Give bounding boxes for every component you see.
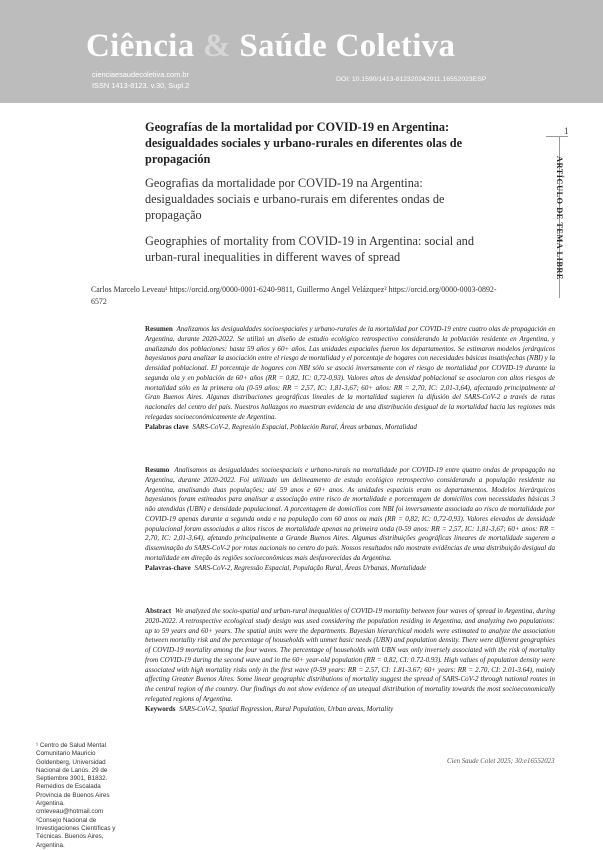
abstract-label: Abstract <box>145 607 172 615</box>
affiliation-2: ²Consejo Nacional de Investigaciones Científicas y Técnicas. Buenos Aires, Argentina. <box>36 816 116 849</box>
keywords-text: SARS-CoV-2, Regressão Espacial, População Rural, Áreas Urbanas, Mortalidade <box>194 563 427 572</box>
page-number: 1 <box>564 126 569 136</box>
journal-title: Ciência & Saúde Coletiva <box>86 28 456 64</box>
journal-header <box>0 0 603 103</box>
abstract-text: Analizamos las desigualdades socioespaciales y urbano-rurales de la mortalidad por COVID-19 entre cuatro olas de propagación en Argentina, durante 2020-2022. Se utilizó un diseño de estudio ecológico retrospectivo considerando la población residente en Argentina, y analizando dos poblaciones: hasta 59 años y 60+ años. Las unidades espaciales fueron los departamentos. Se estimaron modelos jerárquicos bayesianos para analizar la asociación entre el riesgo de mortalidad y el porcentaje de hogares con necesidades básicas insatisfechas (NBI) y la densidad poblacional. El porcentaje de hogares con NBI sólo se asoció inversamente con el riesgo de mortalidad por COVID-19 durante la segunda ola y en población de 60+ años (RR = 0,82, IC: 0,72-0,93). Valores altos de densidad poblacional se asociaron con altos riesgos de mortalidad sólo en la primera ola (0-59 años: RR = 2,57, IC: 1,81-3,67; 60+ años: RR = 2,70, IC: 2,01-3,64), afectando principalmente al Gran Buenos Aires. Algunas distribuciones geográficas lineales de la mortalidad sugieren la difusión del SARS-CoV-2 a través de rutas nacionales del centro del país. Nuestros hallazgos no muestran evidencia de una distribución desigual de la mortalidad hacia las regiones más relegadas socioeconómicamente de Argentina. <box>145 325 555 421</box>
doi: DOI: 10.1590/1413-812320242911.16552023ESP <box>336 76 487 83</box>
keywords <box>145 564 555 574</box>
abstract-english <box>145 607 555 714</box>
keywords-label: Palabras clave <box>145 422 189 431</box>
footer-citation: Cien Saude Colet 2025; 30:e16552023 <box>447 758 555 765</box>
abstract-text: We analyzed the socio-spatial and urban-rural inequalities of COVID-19 mortality between four waves of spread in Argentina, during 2020-2022. A retrospective ecological study design was used considering the population residing in Argentina, and analyzing two populations: up to 59 years and 60+ years. The spatial units were the departments. Bayesian hierarchical models were estimated to analyze the association between mortality risk and the percentage of households with unmet basic needs (UBN) and population density. There were different geographies of COVID-19 mortality among the four waves. The percentage of households with UBN was only inversely associated with the risk of mortality from COVID-19 during the second wave and in the 60+ year-old population (RR = 0.82, CI: 0.72-0.93). High values of population density were associated with high mortality risks only in the first wave (0-59 years: RR = 2.57, CI: 1.81-3.67; 60+ years: RR = 2.70, CI: 2.01-3.64), mainly affecting Greater Buenos Aires. Some linear geographic distributions of mortality suggest the spread of SARS-CoV-2 through national routes in the central region of the country. Our findings do not show evidence of an unequal distribution of mortality towards the most socioeconomically relegated regions of Argentina. <box>145 607 555 703</box>
journal-meta <box>92 69 189 91</box>
title-portuguese: Geografias da mortalidade por COVID-19 na Argentina: desigualdades sociais e urbano-rurais em diferentes ondas de propagação <box>145 176 445 222</box>
keywords-text: SARS-CoV-2, Spatial Regression, Rural Population, Urban areas, Mortality <box>179 704 394 713</box>
affiliation-1: ¹ Centro de Salud Mental Comunitario Mauricio Goldenberg, Universidad Nacional de Lanús. 29 de Septiembre 3901, B1832. Remedios de Escalada Provincia de Buenos Aires Argentina. cmleveau@hotmail.com <box>36 742 110 816</box>
keywords-label: Palavras-chave <box>145 563 191 572</box>
title-english: Geographies of mortality from COVID-19 in Argentina: social and urban-rural inequalities in different waves of spread <box>145 234 474 264</box>
authors: Carlos Marcelo Leveau¹ https://orcid.org/0000-0001-6240-9811, Guillermo Angel Velázquez² https://orcid.org/0000-0003-0892-6572 <box>91 285 497 306</box>
keywords-label: Keywords <box>145 704 176 713</box>
abstract-label: Resumo <box>145 466 170 474</box>
section-label: ARTÍCULO DE TEMA LIBRE <box>555 156 564 280</box>
keywords <box>145 423 555 433</box>
abstract-text: Analisamos as desigualdades socioespaciais e urbano-rurais na mortalidade por COVID-19 entre quatro ondas de propagação na Argentina, durante 2020-2022. Foi utilizado um delineamento de estudo ecológico retrospectivo considerando a população residente na Argentina, analisando duas populações; até 59 anos e 60+ anos. As unidades espaciais eram os departamentos. Modelos hierárquicos bayesianos foram estimados para analisar a associação entre risco de mortalidade e porcentagem de domicílios com necessidades básicas 3 não atendidas (UBN) e densidade populacional. A porcentagem de domicílios com NBI foi inversamente associada ao risco de mortalidade por COVID-19 apenas durante a segunda onda e na população com 60 anos ou mais (RR = 0,82, IC: 0,72-0,93). Valores elevados de densidade populacional foram associados a altos riscos de mortalidade apenas na primeira onda (0-59 anos: RR = 2,57, IC: 1,81-3,67; 60+ anos: RR = 2,70, IC: 2,01-3,64), afetando principalmente a Grande Buenos Aires. Algumas distribuições geográficas lineares de mortalidade sugerem a disseminação do SARS-CoV-2 por rotas nacionais no centro do país. Nossos resultados não mostram evidências de uma distribuição desigual da mortalidade em direção às regiões socioeconômicas mais desfavorecidas da Argentina. <box>145 466 556 562</box>
abstract-spanish <box>145 325 555 432</box>
abstract-label: Resumen <box>145 325 173 333</box>
page-rule-horizontal <box>546 136 568 137</box>
journal-issn: ISSN 1413-8123. v.30, Supl.2 <box>92 81 190 90</box>
affiliations <box>36 742 128 850</box>
journal-site: cienciaesaudecoletiva.com.br <box>92 70 189 79</box>
abstract-portuguese <box>145 466 555 573</box>
keywords-text: SARS-CoV-2, Regresión Espacial, Población Rural, Áreas urbanas, Mortalidad <box>192 422 417 431</box>
keywords <box>145 705 555 715</box>
title-spanish: Geografías de la mortalidad por COVID-19 en Argentina: desigualdades sociales y urbano-rurales en diferentes olas de propagación <box>145 120 463 166</box>
